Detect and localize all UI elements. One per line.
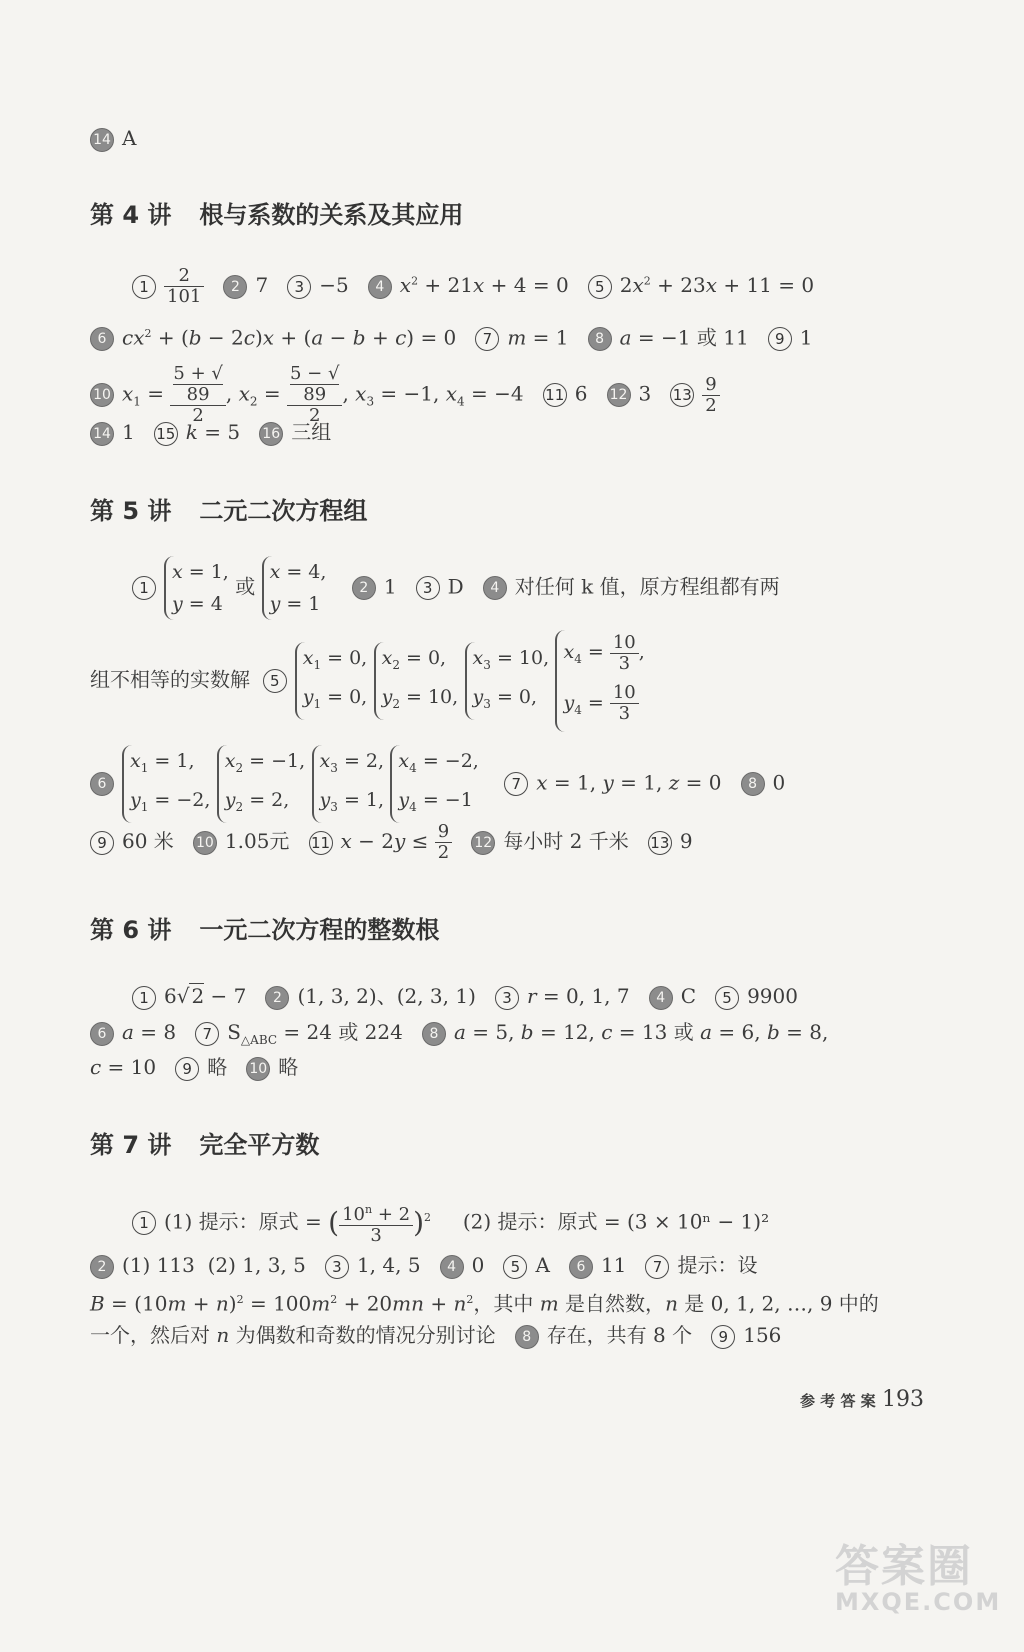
l6-row2: 6 a = 8 7 $S_{\triangle ABC} = 24$ 或 224 8 a = 5, b = 12, c = 13 或 a = 6, b = 8, [90, 1020, 828, 1052]
lesson6-heading: 第 6 讲 一元二次方程的整数根 [90, 916, 440, 944]
l7-row3: $B = (10m + n)^2 = 100m^2 + 20mn + n^2$，其中 m 是自然数，n 是 0, 1, 2, …, 9 中的 [90, 1291, 879, 1316]
l4-row4: 14 1 15 k = 5 16 三组 [90, 420, 331, 446]
lesson4-heading: 第 4 讲 根与系数的关系及其应用 [90, 201, 464, 229]
l4-row3: 10 $x_1$ = 5 + √ 89 2 , $x_2$ = 5 − √ 89 2 , $x_3 = -1$, $x_4 = -4$ 11 6 12 3 13 $\frac{9}{2}$ [90, 364, 720, 426]
watermark: 答案圈 MXQE.COM [835, 1541, 1002, 1616]
lesson5-heading: 第 5 讲 二元二次方程组 [90, 497, 368, 525]
l7-row2: 2 (1) 113 (2) 1, 3, 5 3 1, 4, 5 4 0 5 A 6 11 7 提示：设 [90, 1253, 757, 1279]
l7-row4: 一个，然后对 n 为偶数和奇数的情况分别讨论 8 存在，共有 8 个 9 156 [90, 1323, 782, 1347]
page-footer: 参 考 答 案 193 [800, 1387, 925, 1412]
lesson7-heading: 第 7 讲 完全平方数 [90, 1131, 320, 1159]
l4-row2: 6 $cx^2 + (b - 2c)x + (a - b + c) = 0$ 7 m = 1 8 a = −1 或 11 9 1 [90, 322, 812, 351]
prev-q14: 14 A [90, 126, 136, 152]
l5-row4: 9 60 米 10 1.05元 11 x − 2y ≤ $\frac{9}{2}$ 12 每小时 2 千米 13 9 [90, 822, 693, 863]
l5-row2: 组不相等的实数解 5 $x_1 = 0$, $y_1 = 0$, $x_2 = 0$, $y_2 = 10$, $x_3 = 10$, $y_3 = 0$, $x_4$ = $\frac{10}{3}$ , $y_4$ = $\frac{10}{3}$ [90, 630, 645, 732]
l4-row1: 1 $\frac{2}{101}$ 2 7 3 −5 4 $x^2 + 21x + 4 = 0$ 5 $2x^2 + 23x + 11 = 0$ [132, 266, 814, 307]
l6-row3: c = 10 9 略 10 略 [90, 1055, 299, 1079]
l7-row1: 1 (1) 提示：原式 = ( $\frac{10^n + 2}{3}$ )$^2$ (2) 提示：原式 = (3 × 10ⁿ − 1)² [132, 1200, 769, 1246]
l5-row1: 1 x = 1, y = 4 或 x = 4, y = 1 2 1 3 D 4 对任何 k 值，原方程组都有两 [132, 556, 780, 620]
l5-row3: 6 $x_1 = 1$, $y_1 = -2$, $x_2 = -1$, $y_2 = 2$, $x_3 = 2$, $y_3 = 1$, $x_4 = -2$, $y_4 = -1$ 7 x = 1, y = 1, z = 0 8 0 [90, 745, 785, 823]
l6-row1: 1 6√ 2 − 7 2 (1, 3, 2)、(2, 3, 1) 3 r = 0, 1, 7 4 C 5 9900 [132, 983, 798, 1010]
